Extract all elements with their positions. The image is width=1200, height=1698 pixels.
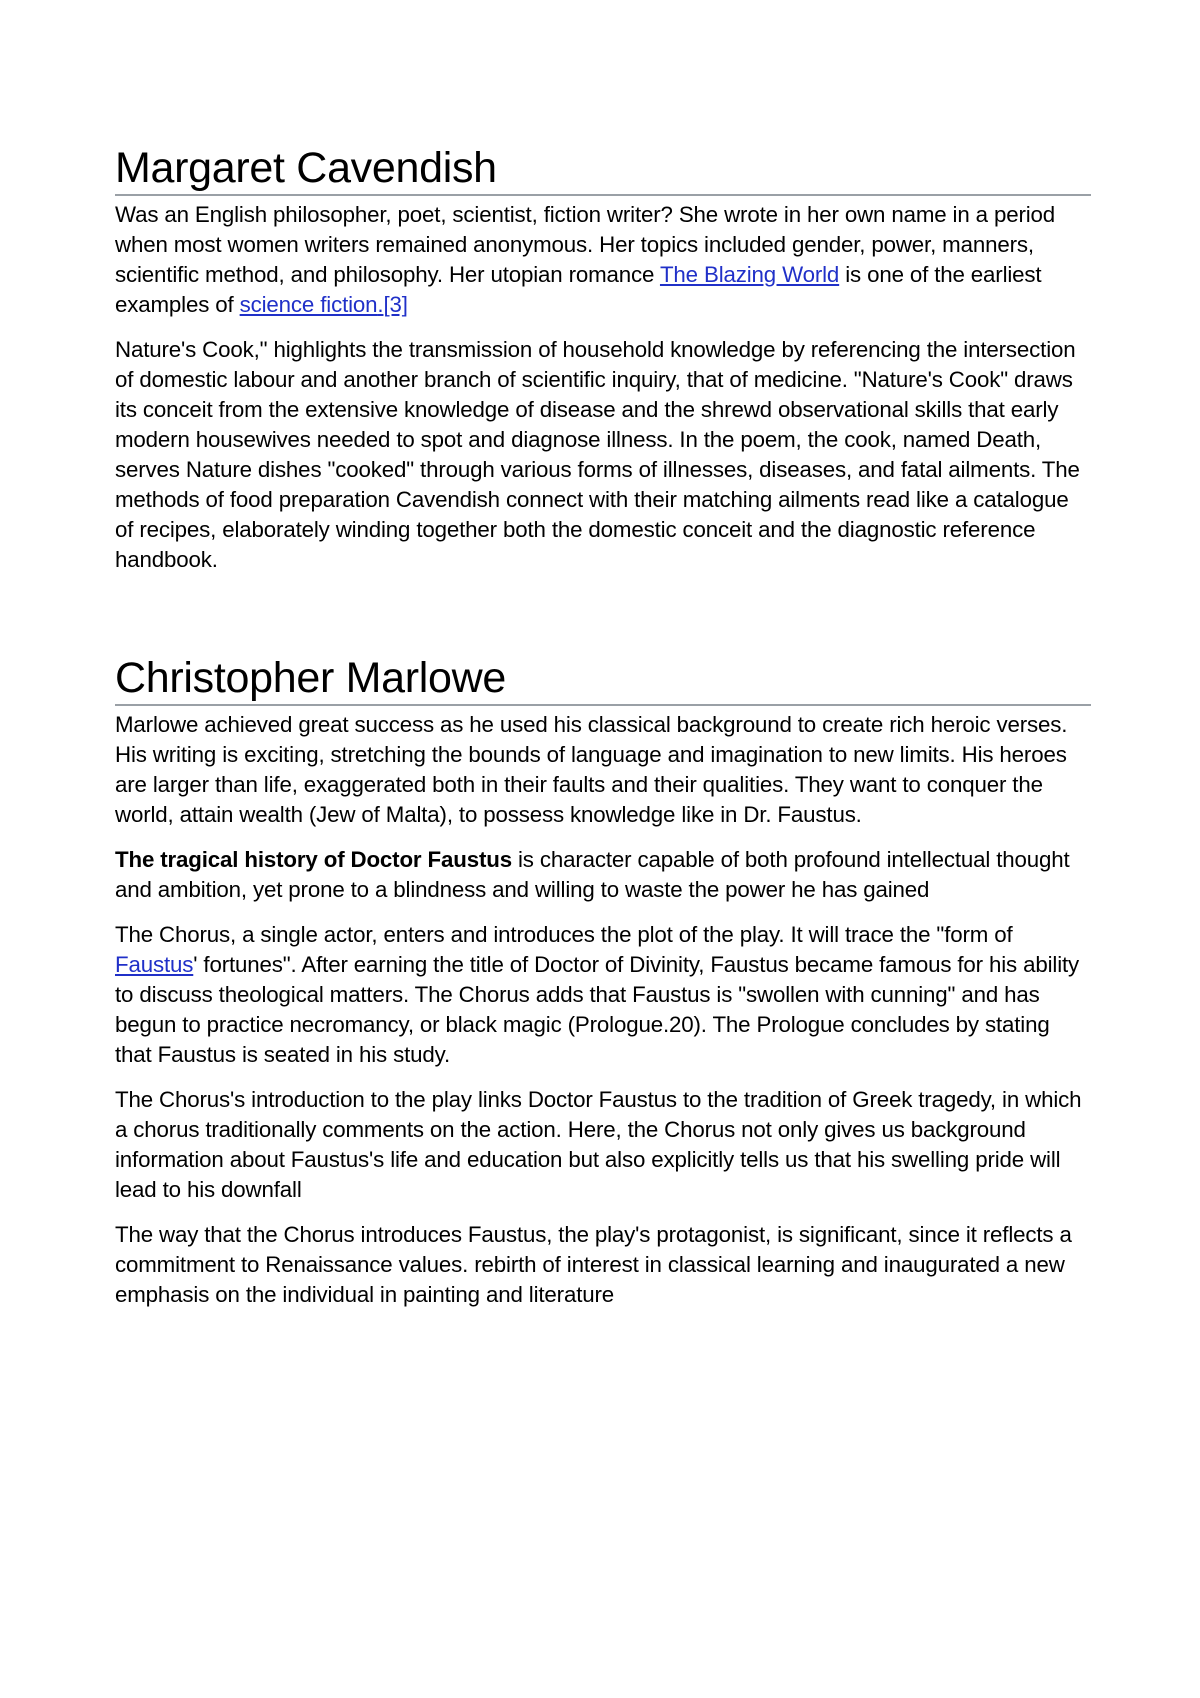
paragraph-faustus-history: [115, 845, 1091, 905]
paragraph-renaissance: The way that the Chorus introduces Faustus, the play's protagonist, is significant, since it reflects a commitment to Renaissance values. rebirth of interest in classical learning and inaugurated a new emphasis on the individual in painting and literature: [115, 1222, 1072, 1307]
paragraph-marlowe-intro: Marlowe achieved great success as he used his classical background to create rich heroic verses. His writing is exciting, stretching the bounds of language and imagination to new limits. His heroes are larger than life, exaggerated both in their faults and their qualities. They want to conquer the world, attain wealth (Jew of Malta), to possess knowledge like in Dr. Faustus.: [115, 712, 1068, 827]
paragraph-text: ' fortunes". After earning the title of Doctor of Divinity, Faustus became famous for his ability to discuss theological matters. The Chorus adds that Faustus is "swollen with cunning" and has begun to practice necromancy, or black magic (Prologue.20). The Prologue concludes by stating that Faustus is seated in his study.: [115, 952, 1080, 1067]
link-faustus[interactable]: Faustus: [115, 952, 194, 977]
paragraph-chorus-intro: [115, 920, 1091, 1070]
bold-title: The tragical history of Doctor Faustus: [115, 847, 512, 872]
paragraph-text: The Chorus, a single actor, enters and introduces the plot of the play. It will trace the "form of: [115, 922, 1013, 947]
paragraph-text: is character capable of both profound intellectual thought and ambition, yet prone to a blindness and willing to waste the power he has gained: [115, 847, 1070, 902]
section-cavendish: [115, 143, 1091, 590]
link-blazing-world[interactable]: The Blazing World: [659, 262, 840, 287]
link-science-fiction[interactable]: science fiction: [239, 292, 378, 317]
paragraph-cavendish-intro: [115, 200, 1091, 320]
paragraph-natures-cook: Nature's Cook," highlights the transmission of household knowledge by referencing the intersection of domestic labour and another branch of scientific inquiry, that of medicine. "Nature's Cook" draws its conceit from the extensive knowledge of disease and the shrewd observational skills that early modern housewives needed to spot and diagnose illness. In the poem, the cook, named Death, serves Nature dishes "cooked" through various forms of illnesses, diseases, and fatal ailments. The methods of food preparation Cavendish connect with their matching ailments read like a catalogue of recipes, elaborately winding together both the domestic conceit and the diagnostic reference handbook.: [115, 337, 1080, 572]
paragraph-text: is one of the earliest examples of: [115, 262, 1042, 317]
paragraph-text: Was an English philosopher, poet, scientist, fiction writer? She wrote in her own name in a period when most women writers remained anonymous. Her topics included gender, power, manners, scientific method, and philosophy. Her utopian romance: [115, 202, 1056, 287]
link-period: .: [377, 292, 384, 317]
paragraph-greek-tragedy: The Chorus's introduction to the play links Doctor Faustus to the tradition of Greek tragedy, in which a chorus traditionally comments on the action. Here, the Chorus not only gives us background information about Faustus's life and education but also explicitly tells us that his swelling pride will lead to his downfall: [115, 1087, 1082, 1202]
section-marlowe: [115, 653, 1091, 1325]
heading-marlowe: Christopher Marlowe: [115, 653, 1091, 706]
heading-cavendish: Margaret Cavendish: [115, 143, 1091, 196]
citation-link[interactable]: [3]: [383, 292, 408, 317]
